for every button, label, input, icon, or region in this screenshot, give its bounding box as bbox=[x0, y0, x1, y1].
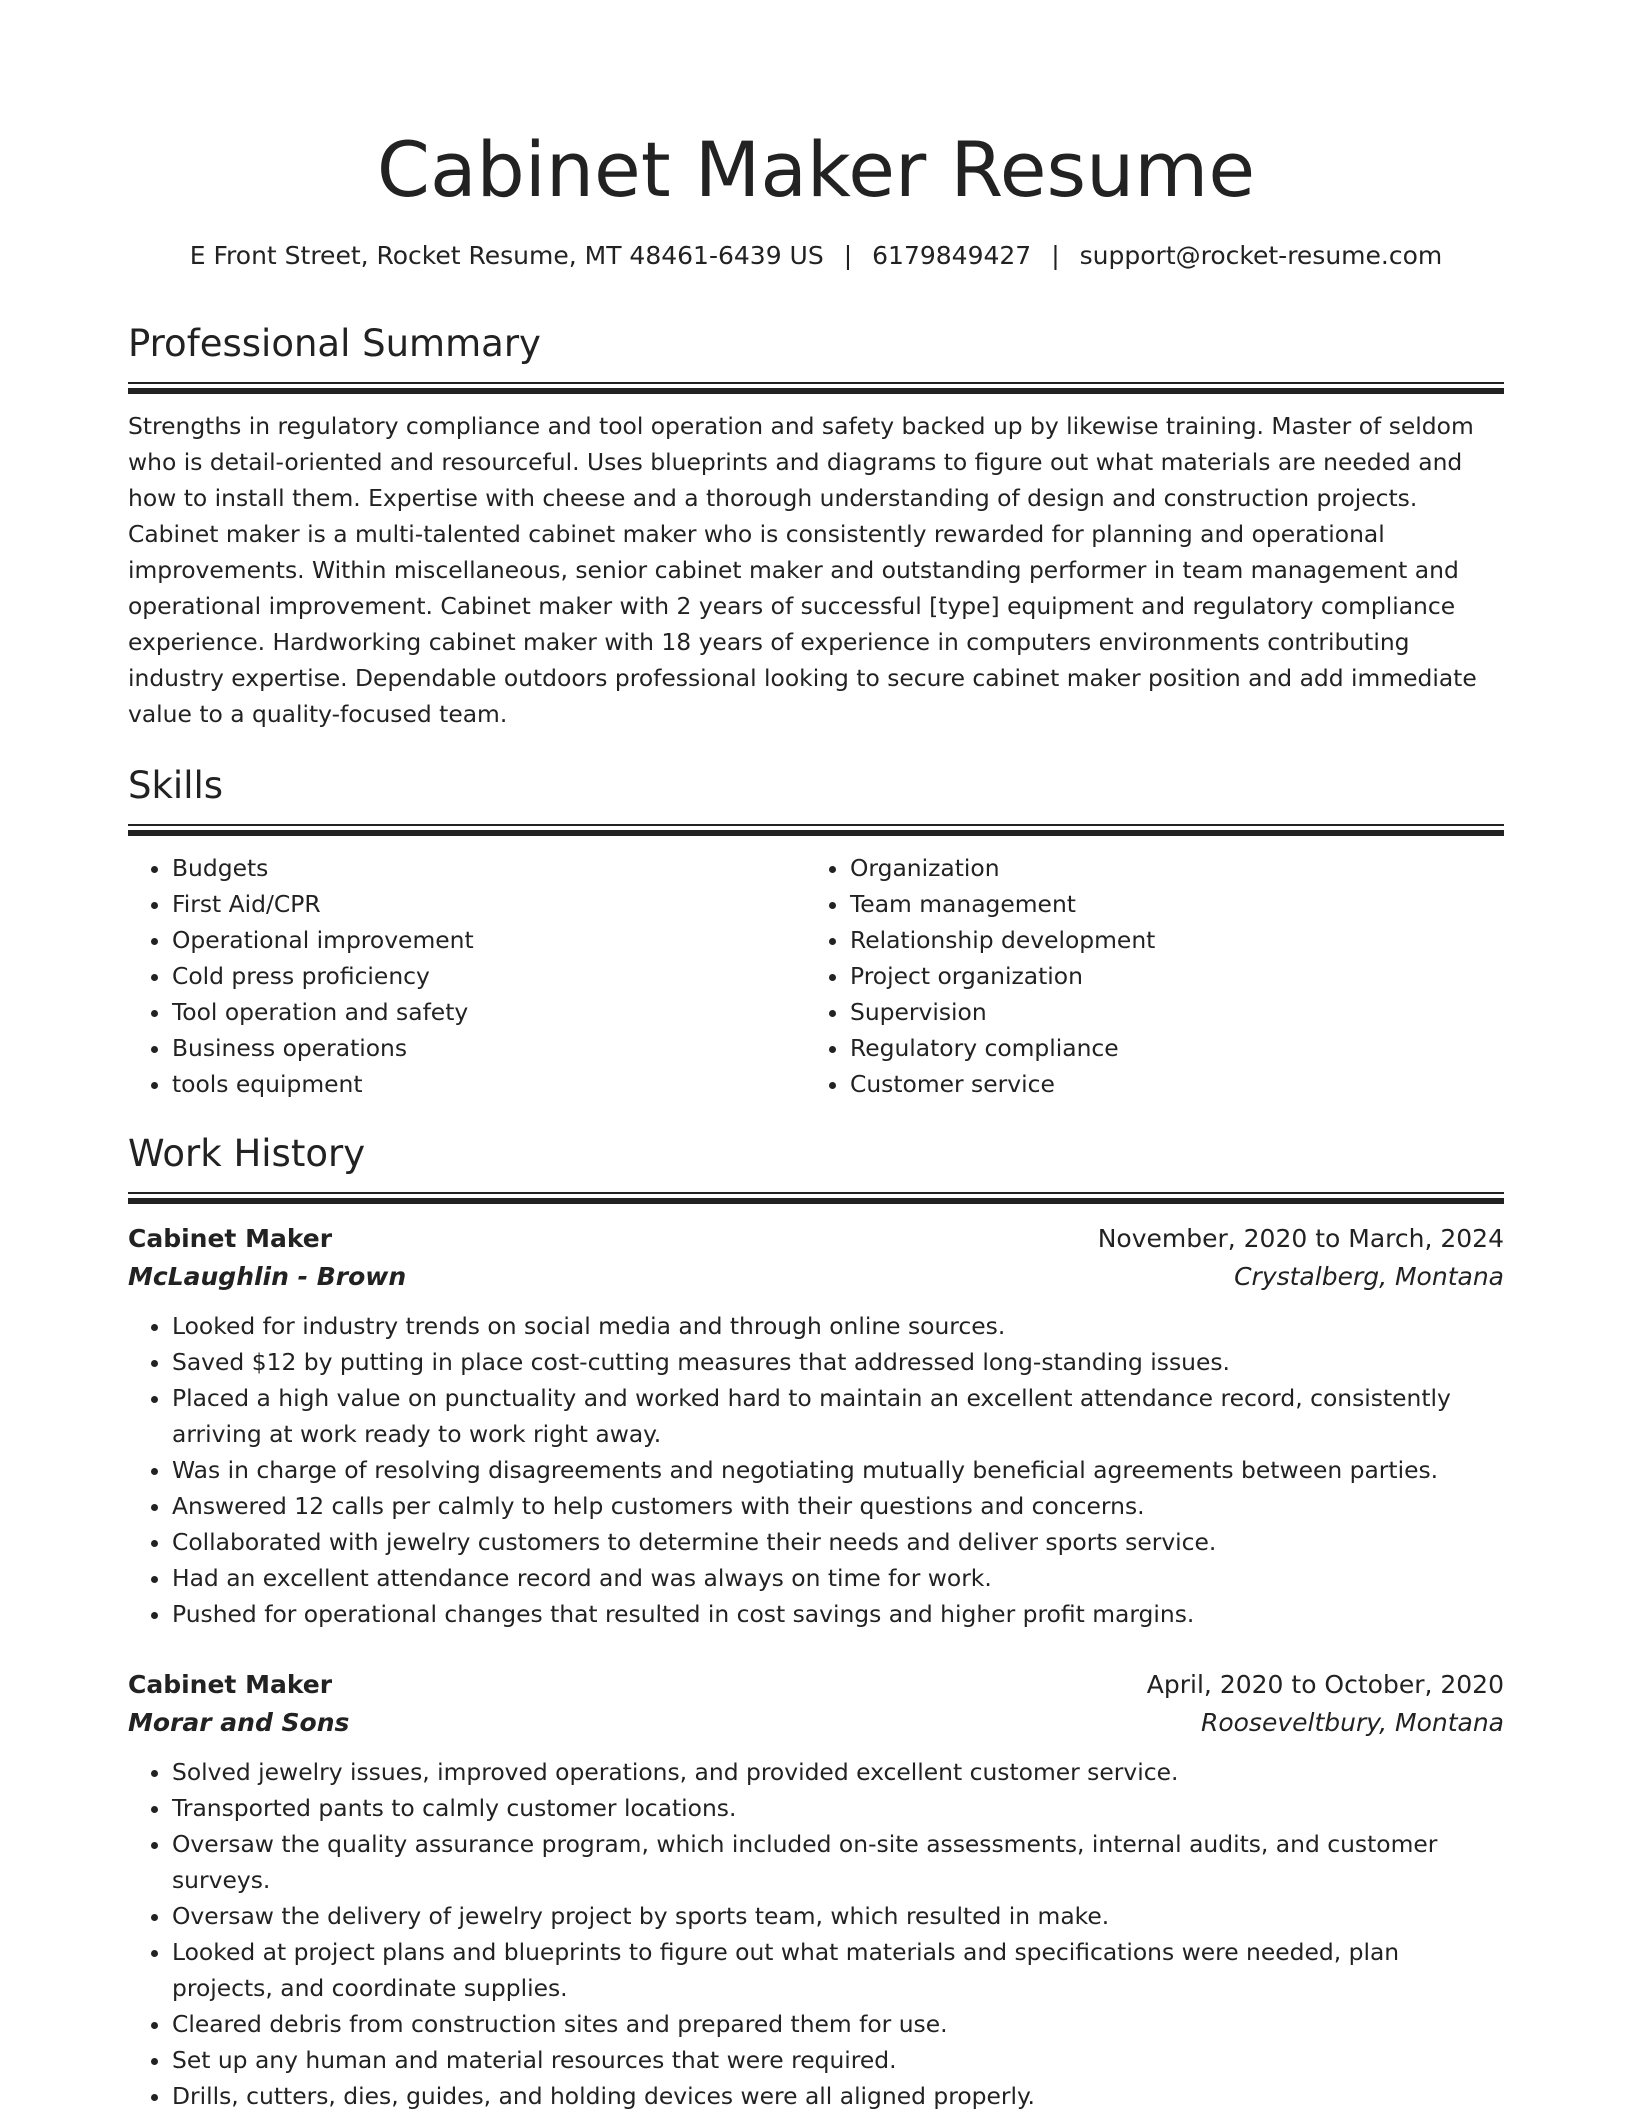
skills-columns bbox=[128, 850, 1504, 1102]
skill-item: • Organization bbox=[850, 850, 1484, 886]
section-title-skills: Skills bbox=[128, 764, 224, 807]
job-entry bbox=[128, 1220, 1504, 1632]
skill-item: • Relationship development bbox=[850, 922, 1484, 958]
job-header-row bbox=[128, 1220, 1504, 1258]
resume-title: Cabinet Maker Resume bbox=[376, 125, 1256, 214]
section-summary bbox=[128, 320, 1504, 732]
section-skills bbox=[128, 762, 1504, 1102]
contact-separator: | bbox=[1051, 241, 1060, 270]
job-title: Cabinet Maker bbox=[128, 1670, 333, 1699]
job-bullet: • Pushed for operational changes that resulted in cost savings and higher profit margins. bbox=[172, 1596, 1504, 1632]
contact-address: E Front Street, Rocket Resume, MT 48461-6439 US bbox=[189, 241, 824, 270]
section-divider bbox=[128, 382, 1504, 394]
section-title-work: Work History bbox=[128, 1132, 366, 1175]
contact-email: support@rocket-resume.com bbox=[1079, 241, 1443, 270]
job-bullet: • Oversaw the delivery of jewelry project by sports team, which resulted in make. bbox=[172, 1898, 1504, 1934]
skill-item: • Regulatory compliance bbox=[850, 1030, 1484, 1066]
job-bullet: • Drills, cutters, dies, guides, and holding devices were all aligned properly. bbox=[172, 2078, 1504, 2112]
job-bullet: • Had an excellent attendance record and was always on time for work. bbox=[172, 1560, 1504, 1596]
job-title: Cabinet Maker bbox=[128, 1224, 333, 1253]
job-bullet: • Set up any human and material resources that were required. bbox=[172, 2042, 1504, 2078]
job-bullet: • Transported pants to calmly customer locations. bbox=[172, 1790, 1504, 1826]
job-bullet: • Looked for industry trends on social media and through online sources. bbox=[172, 1308, 1504, 1344]
skill-item: • Tool operation and safety bbox=[172, 994, 806, 1030]
skill-item: • First Aid/CPR bbox=[172, 886, 806, 922]
job-company: McLaughlin - Brown bbox=[128, 1262, 407, 1291]
job-entry bbox=[128, 1666, 1504, 2112]
skill-item: • Team management bbox=[850, 886, 1484, 922]
section-divider bbox=[128, 824, 1504, 836]
section-title-summary: Professional Summary bbox=[128, 322, 541, 365]
skill-item: • Operational improvement bbox=[172, 922, 806, 958]
job-dates: April, 2020 to October, 2020 bbox=[1146, 1670, 1504, 1699]
skill-item: • Supervision bbox=[850, 994, 1484, 1030]
job-bullet: • Was in charge of resolving disagreements and negotiating mutually beneficial agreements between parties. bbox=[172, 1452, 1504, 1488]
job-subheader-row bbox=[128, 1258, 1504, 1296]
job-bullets bbox=[128, 1754, 1504, 2112]
section-divider bbox=[128, 1192, 1504, 1204]
job-bullet: • Collaborated with jewelry customers to determine their needs and deliver sports service. bbox=[172, 1524, 1504, 1560]
job-header-row bbox=[128, 1666, 1504, 1704]
job-bullet: • Placed a high value on punctuality and worked hard to maintain an excellent attendance record, consistently arriving at work ready to work right away. bbox=[172, 1380, 1504, 1452]
job-bullet: • Cleared debris from construction sites and prepared them for use. bbox=[172, 2006, 1504, 2042]
job-bullet: • Looked at project plans and blueprints to figure out what materials and specifications were needed, plan projects, and coordinate supplies. bbox=[172, 1934, 1504, 2006]
job-bullet: • Answered 12 calls per calmly to help customers with their questions and concerns. bbox=[172, 1488, 1504, 1524]
job-company: Morar and Sons bbox=[128, 1708, 350, 1737]
job-dates: November, 2020 to March, 2024 bbox=[1097, 1224, 1504, 1253]
skill-item: • Project organization bbox=[850, 958, 1484, 994]
skill-item: • Customer service bbox=[850, 1066, 1484, 1102]
skill-item: • Budgets bbox=[172, 850, 806, 886]
job-location: Crystalberg, Montana bbox=[1234, 1262, 1504, 1291]
job-bullet: • Solved jewelry issues, improved operations, and provided excellent customer service. bbox=[172, 1754, 1504, 1790]
contact-phone: 6179849427 bbox=[872, 241, 1032, 270]
contact-line bbox=[128, 238, 1504, 274]
section-work-history bbox=[128, 1130, 1504, 2112]
summary-text: Strengths in regulatory compliance and tool operation and safety backed up by likewise training. Master of seldom who is detail-oriented and resourceful. Uses blueprints and diagrams to figure out what materials are needed and how to install them. Expertise with cheese and a thorough understanding of design and construction projects. Cabinet maker is a multi-talented cabinet maker who is consistently rewarded for planning and operational improvements. Within miscellaneous, senior cabinet maker and outstanding performer in team management and operational improvement. Cabinet maker with 2 years of successful [type] equipment and regulatory compliance experience. Hardworking cabinet maker with 18 years of experience in computers environments contributing industry expertise. Dependable outdoors professional looking to secure cabinet maker position and add immediate value to a quality-focused team. bbox=[128, 412, 1477, 728]
contact-separator: | bbox=[843, 241, 853, 270]
skills-list-left bbox=[128, 850, 806, 1102]
job-bullet: • Oversaw the quality assurance program, which included on-site assessments, internal audits, and customer surveys. bbox=[172, 1826, 1504, 1898]
job-bullets bbox=[128, 1308, 1504, 1632]
job-subheader-row bbox=[128, 1704, 1504, 1742]
skill-item: • Business operations bbox=[172, 1030, 806, 1066]
skills-list-right bbox=[806, 850, 1484, 1102]
job-bullet: • Saved $12 by putting in place cost-cutting measures that addressed long-standing issues. bbox=[172, 1344, 1504, 1380]
skill-item: • tools equipment bbox=[172, 1066, 806, 1102]
job-location: Rooseveltbury, Montana bbox=[1200, 1708, 1504, 1737]
skill-item: • Cold press proficiency bbox=[172, 958, 806, 994]
